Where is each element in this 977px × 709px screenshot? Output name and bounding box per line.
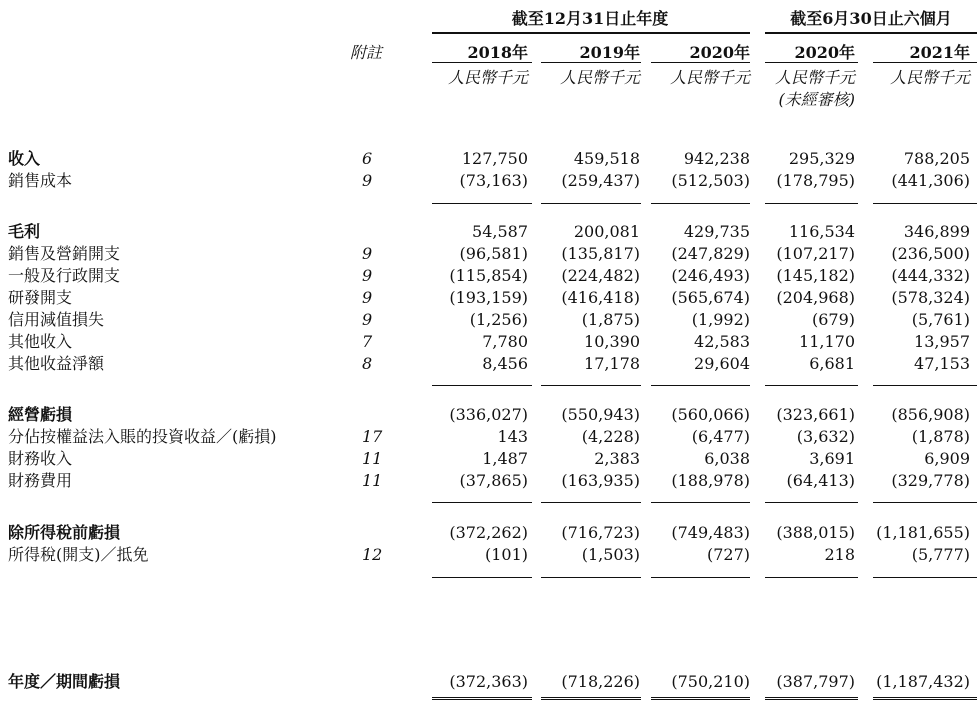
- value-2020: 429,735: [683, 222, 750, 241]
- row-label: 經營虧損: [8, 405, 73, 424]
- value-2020-h1: 218: [824, 545, 855, 564]
- row-note: 9: [362, 310, 373, 329]
- subtotal-rule-4c: [651, 577, 750, 578]
- row-label: 年度／期間虧損: [8, 672, 121, 691]
- value-2020: (247,829): [671, 244, 750, 263]
- value-2018: (336,027): [449, 405, 528, 424]
- value-2018: (101): [484, 545, 528, 564]
- row-other-income: [0, 332, 977, 352]
- value-2020-h1: (107,217): [776, 244, 855, 263]
- value-2020: (512,503): [671, 171, 750, 190]
- subtotal-rule-1a: [432, 203, 532, 204]
- value-2020-h1: 116,534: [788, 222, 855, 241]
- value-2020: (565,674): [671, 288, 750, 307]
- row-note: 7: [362, 332, 373, 351]
- row-finance-costs: [0, 471, 977, 491]
- row-note: 17: [362, 427, 383, 446]
- value-2019: (550,943): [561, 405, 640, 424]
- row-label: 其他收益淨額: [8, 354, 105, 373]
- value-2019: (259,437): [561, 171, 640, 190]
- total-rule-e: [873, 697, 977, 700]
- value-2018: (193,159): [449, 288, 528, 307]
- year-header-2: 2019年: [579, 43, 640, 62]
- row-label: 除所得稅前虧損: [8, 523, 121, 542]
- row-note: 9: [362, 171, 373, 190]
- year-rule-1: [432, 62, 532, 63]
- value-2020-h1: (64,413): [786, 471, 855, 490]
- row-label: 其他收入: [8, 332, 73, 351]
- value-2021-h1: (444,332): [891, 266, 970, 285]
- value-2021-h1: 13,957: [914, 332, 970, 351]
- unaudited-label: (未經審核): [778, 90, 855, 109]
- subtotal-rule-4b: [541, 577, 641, 578]
- value-2020: 6,038: [704, 449, 750, 468]
- subtotal-rule-1c: [651, 203, 750, 204]
- value-2018: 8,456: [482, 354, 528, 373]
- value-2021-h1: 6,909: [924, 449, 970, 468]
- value-2020-h1: (387,797): [776, 672, 855, 691]
- year-header-1: 2018年: [467, 43, 528, 62]
- value-2021-h1: (5,761): [911, 310, 970, 329]
- row-label: 銷售及營銷開支: [8, 244, 121, 263]
- subtotal-rule-2b: [541, 385, 641, 386]
- subtotal-rule-1e: [873, 203, 977, 204]
- row-note: 11: [362, 471, 383, 490]
- value-2019: 200,081: [573, 222, 640, 241]
- value-2020-h1: 6,681: [809, 354, 855, 373]
- row-cost-of-sales: [0, 171, 977, 191]
- value-2018: 54,587: [472, 222, 528, 241]
- value-2020-h1: 11,170: [799, 332, 855, 351]
- subtotal-rule-3d: [765, 502, 858, 503]
- year-header-3: 2020年: [689, 43, 750, 62]
- value-2019: (416,418): [561, 288, 640, 307]
- value-2020-h1: 295,329: [788, 149, 855, 168]
- subtotal-rule-3a: [432, 502, 532, 503]
- year-header-5: 2021年: [909, 43, 970, 62]
- unit-label-2: 人民幣千元: [559, 68, 640, 87]
- note-column-header: 附註: [350, 43, 383, 62]
- subtotal-rule-1d: [765, 203, 858, 204]
- value-2018: (372,262): [449, 523, 528, 542]
- value-2019: (718,226): [561, 672, 640, 691]
- value-2020-h1: (178,795): [776, 171, 855, 190]
- row-label: 研發開支: [8, 288, 73, 307]
- row-note: 6: [362, 149, 373, 168]
- unit-label-3: 人民幣千元: [669, 68, 750, 87]
- row-label: 分佔按權益法入賬的投資收益／(虧損): [8, 427, 277, 446]
- row-label: 毛利: [8, 222, 41, 241]
- value-2020-h1: (388,015): [776, 523, 855, 542]
- value-2019: 459,518: [573, 149, 640, 168]
- value-2020-h1: (679): [811, 310, 855, 329]
- value-2018: (372,363): [449, 672, 528, 691]
- value-2018: (1,256): [469, 310, 528, 329]
- row-other-gains: [0, 354, 977, 374]
- value-2019: (135,817): [561, 244, 640, 263]
- value-2020-h1: (323,661): [776, 405, 855, 424]
- row-label: 所得稅(開支)／抵免: [8, 545, 149, 564]
- row-revenue: [0, 149, 977, 169]
- value-2019: (4,228): [581, 427, 640, 446]
- total-rule-b: [541, 697, 641, 700]
- value-2020: 29,604: [694, 354, 750, 373]
- value-2018: 143: [497, 427, 528, 446]
- value-2020: (1,992): [691, 310, 750, 329]
- header-group2-rule: [765, 32, 977, 34]
- value-2019: (224,482): [561, 266, 640, 285]
- row-share-of-equity-investments: [0, 427, 977, 447]
- row-rnd-expenses: [0, 288, 977, 308]
- value-2021-h1: (1,878): [911, 427, 970, 446]
- subtotal-rule-2c: [651, 385, 750, 386]
- value-2020: (750,210): [671, 672, 750, 691]
- row-admin-expenses: [0, 266, 977, 286]
- value-2019: (163,935): [561, 471, 640, 490]
- row-note: 11: [362, 449, 383, 468]
- value-2020: (246,493): [671, 266, 750, 285]
- value-2021-h1: (329,778): [891, 471, 970, 490]
- subtotal-rule-4d: [765, 577, 858, 578]
- value-2021-h1: (1,187,432): [876, 672, 970, 691]
- subtotal-rule-3e: [873, 502, 977, 503]
- value-2021-h1: 788,205: [903, 149, 970, 168]
- subtotal-rule-3c: [651, 502, 750, 503]
- value-2018: (96,581): [459, 244, 528, 263]
- header-group1-rule: [432, 32, 750, 34]
- row-note: 8: [362, 354, 373, 373]
- row-label: 財務費用: [8, 471, 73, 490]
- year-rule-4: [765, 62, 858, 63]
- row-note: 9: [362, 288, 373, 307]
- value-2018: (73,163): [459, 171, 528, 190]
- value-2021-h1: (578,324): [891, 288, 970, 307]
- value-2020: (560,066): [671, 405, 750, 424]
- year-header-4: 2020年: [794, 43, 855, 62]
- value-2021-h1: 47,153: [914, 354, 970, 373]
- value-2021-h1: (1,181,655): [876, 523, 970, 542]
- row-note: 12: [362, 545, 383, 564]
- value-2021-h1: (236,500): [891, 244, 970, 263]
- row-loss-for-period: [0, 672, 977, 692]
- value-2018: (37,865): [459, 471, 528, 490]
- year-rule-3: [651, 62, 750, 63]
- unit-label-4: 人民幣千元: [774, 68, 855, 87]
- row-operating-loss: [0, 405, 977, 425]
- row-income-tax: [0, 545, 977, 565]
- value-2020-h1: (3,632): [796, 427, 855, 446]
- value-2019: (1,503): [581, 545, 640, 564]
- header-year-ended: 截至12月31日止年度: [511, 9, 669, 28]
- row-label: 信用減值損失: [8, 310, 105, 329]
- value-2021-h1: (5,777): [911, 545, 970, 564]
- value-2020: (188,978): [671, 471, 750, 490]
- total-rule-a: [432, 697, 532, 700]
- subtotal-rule-4e: [873, 577, 977, 578]
- value-2021-h1: (441,306): [891, 171, 970, 190]
- unit-label-1: 人民幣千元: [447, 68, 528, 87]
- value-2019: (1,875): [581, 310, 640, 329]
- value-2019: 2,383: [594, 449, 640, 468]
- value-2020-h1: (145,182): [776, 266, 855, 285]
- value-2020: 42,583: [694, 332, 750, 351]
- row-loss-before-tax: [0, 523, 977, 543]
- row-label: 收入: [8, 149, 41, 168]
- row-label: 財務收入: [8, 449, 73, 468]
- subtotal-rule-3b: [541, 502, 641, 503]
- value-2021-h1: 346,899: [903, 222, 970, 241]
- value-2020: 942,238: [683, 149, 750, 168]
- value-2018: 7,780: [482, 332, 528, 351]
- subtotal-rule-2d: [765, 385, 858, 386]
- value-2018: (115,854): [449, 266, 528, 285]
- value-2020: (727): [706, 545, 750, 564]
- value-2021-h1: (856,908): [891, 405, 970, 424]
- value-2019: 17,178: [584, 354, 640, 373]
- value-2020: (6,477): [691, 427, 750, 446]
- subtotal-rule-1b: [541, 203, 641, 204]
- row-label: 一般及行政開支: [8, 266, 121, 285]
- value-2018: 127,750: [461, 149, 528, 168]
- subtotal-rule-2e: [873, 385, 977, 386]
- row-gross-profit: [0, 222, 977, 242]
- row-finance-income: [0, 449, 977, 469]
- row-selling-expenses: [0, 244, 977, 264]
- header-six-months: 截至6月30日止六個月: [790, 9, 952, 28]
- subtotal-rule-2a: [432, 385, 532, 386]
- value-2020-h1: 3,691: [809, 449, 855, 468]
- value-2019: (716,723): [561, 523, 640, 542]
- value-2020: (749,483): [671, 523, 750, 542]
- value-2019: 10,390: [584, 332, 640, 351]
- unit-label-5: 人民幣千元: [889, 68, 970, 87]
- row-label: 銷售成本: [8, 171, 73, 190]
- subtotal-rule-4a: [432, 577, 532, 578]
- value-2020-h1: (204,968): [776, 288, 855, 307]
- total-rule-c: [651, 697, 750, 700]
- row-note: 9: [362, 244, 373, 263]
- value-2018: 1,487: [482, 449, 528, 468]
- year-rule-2: [541, 62, 641, 63]
- row-note: 9: [362, 266, 373, 285]
- row-credit-impairment: [0, 310, 977, 330]
- total-rule-d: [765, 697, 858, 700]
- year-rule-5: [873, 62, 977, 63]
